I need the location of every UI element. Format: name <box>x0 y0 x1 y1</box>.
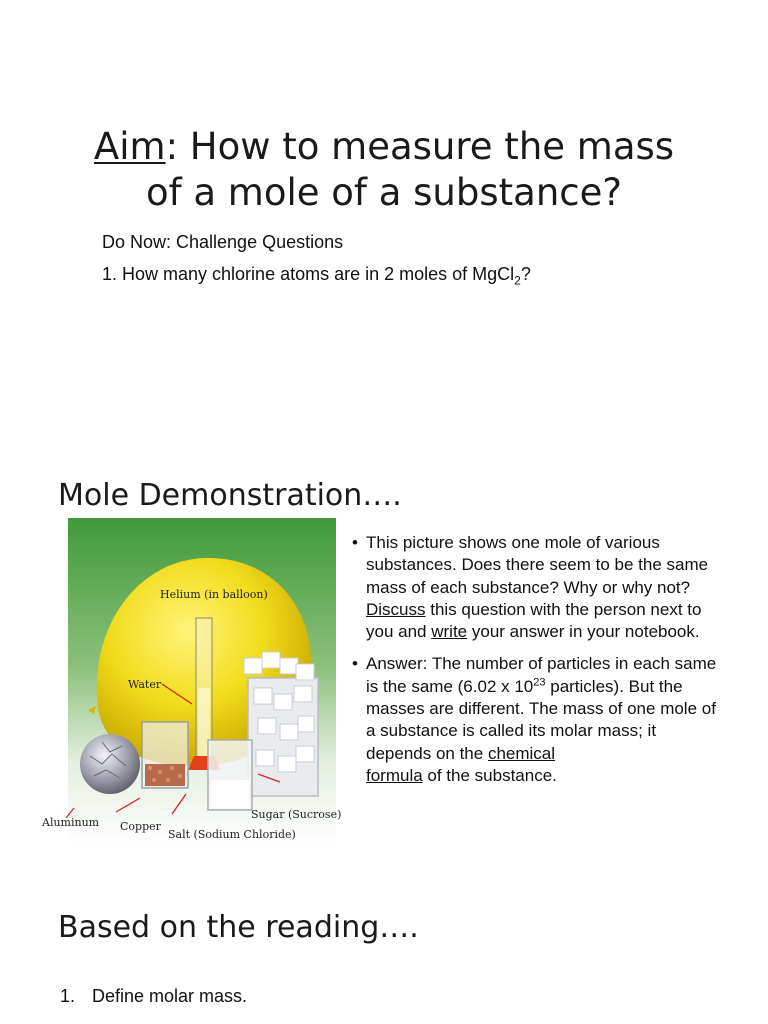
label-water: Water <box>128 678 162 691</box>
bullet-question <box>350 532 720 643</box>
title-line1: : How to measure the mass <box>165 125 675 168</box>
page-title <box>0 124 768 216</box>
bullet-answer <box>350 653 720 787</box>
question-text: 1. How many chlorine atoms are in 2 moles of MgCl <box>102 264 515 284</box>
bullet1-text-c: your answer in your notebook. <box>467 622 700 642</box>
aluminum-foil-ball <box>80 734 140 794</box>
title-line2: of a mole of a substance? <box>145 171 623 214</box>
bullet2-text-c: of the substance. <box>422 765 557 785</box>
demo-bullet-list <box>350 532 720 797</box>
reading-section-title: Based on the reading…. <box>58 910 419 945</box>
chemical-word: chemical <box>487 743 556 763</box>
question-mark: ? <box>520 264 531 284</box>
formula-subscript: 2 <box>514 273 521 288</box>
challenge-question-1 <box>102 262 531 293</box>
bullet2-text-b: particles). But the masses are different. The mass of one mole of a substance is called its molar mass; it depends on the <box>366 676 716 763</box>
bullet1-text: This picture shows one mole of various substances. Does there seem to be the same mass of each substance? Why or why not? <box>366 533 709 597</box>
label-helium: Helium (in balloon) <box>160 588 268 601</box>
label-sugar: Sugar (Sucrose) <box>251 808 342 821</box>
do-now-heading: Do Now: Challenge Questions <box>102 232 344 252</box>
list-number: 1. <box>60 986 76 1006</box>
mole-demonstration-photo <box>42 518 342 845</box>
label-copper: Copper <box>120 820 161 833</box>
avogadro-exponent: 23 <box>533 676 546 689</box>
demo-section-title: Mole Demonstration…. <box>58 478 402 513</box>
bullet1-text-b: this question with the person next to you and <box>366 599 702 642</box>
label-aluminum: Aluminum <box>42 816 100 829</box>
formula-word: formula <box>366 765 423 785</box>
list-text: Define molar mass. <box>92 986 248 1006</box>
write-word: write <box>431 622 468 642</box>
reading-question-1 <box>60 984 247 1008</box>
bullet2-text: Answer: The number of particles in each same is the same (6.02 x 10 <box>366 654 717 696</box>
discuss-word: Discuss <box>366 599 426 619</box>
aim-label: Aim <box>93 125 166 168</box>
label-salt: Salt (Sodium Chloride) <box>168 828 296 841</box>
